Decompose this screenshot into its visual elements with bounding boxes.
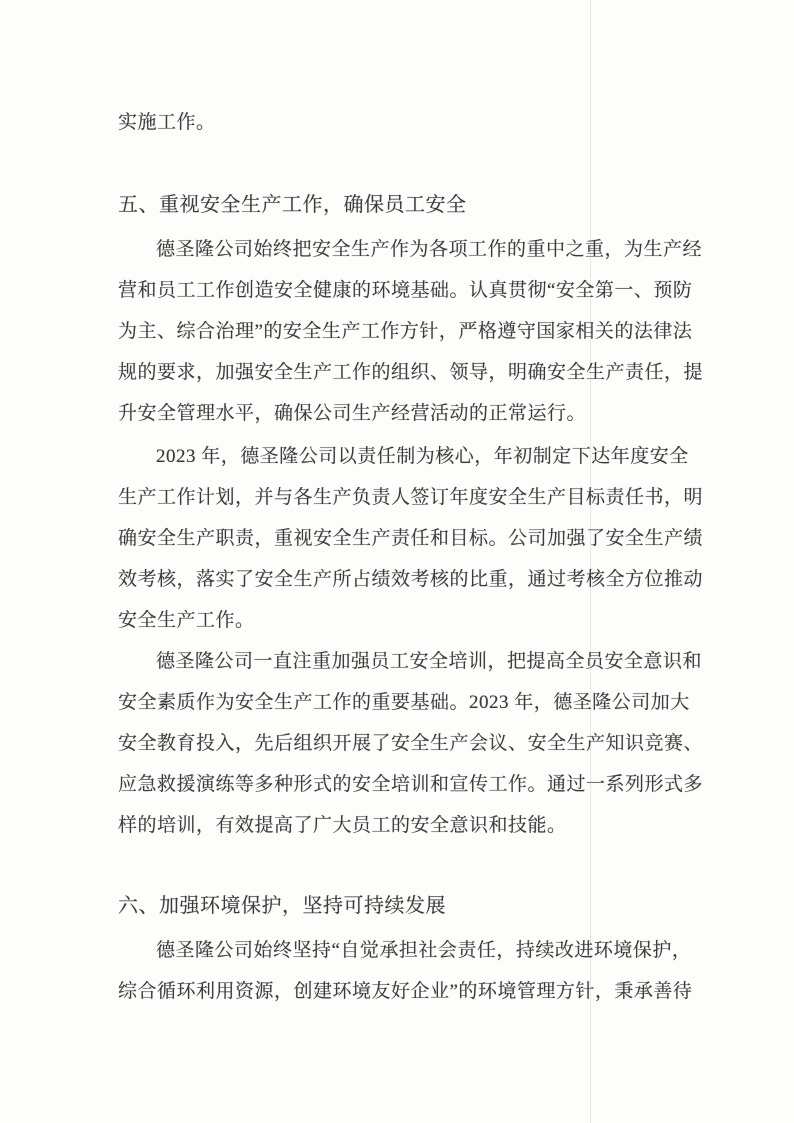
paragraph-line: 应急救援演练等多种形式的安全培训和宣传工作。通过一系列形式多 <box>118 774 704 795</box>
paragraph-line: 确安全生产职责，重视安全生产责任和目标。公司加强了安全生产绩 <box>118 528 704 549</box>
paragraph-line: 德圣隆公司始终把安全生产作为各项工作的重中之重，为生产经 <box>156 239 703 260</box>
paragraph-line: 德圣隆公司一直注重加强员工安全培训，把提高全员安全意识和 <box>156 651 703 672</box>
paragraph-line: 规的要求，加强安全生产工作的组织、领导，明确安全生产责任，提 <box>118 362 704 383</box>
section-heading-5 <box>118 185 678 226</box>
paragraph <box>118 436 704 641</box>
paragraph-line: 生产工作计划，并与各生产负责人签订年度安全生产目标责任书，明 <box>118 487 704 508</box>
paragraph-line: 实施工作。 <box>118 112 216 133</box>
paragraph-line: 样的培训，有效提高了广大员工的安全意识和技能。 <box>118 815 567 836</box>
paragraph-line: 综合循环利用资源，创建环境友好企业”的环境管理方针，秉承善待 <box>118 981 693 1002</box>
paragraph <box>118 930 693 1012</box>
section-heading-text: 五、重视安全生产工作，确保员工安全 <box>118 194 467 216</box>
section-heading-text: 六、加强环境保护，坚持可持续发展 <box>118 895 446 917</box>
paragraph-line: 效考核，落实了安全生产所占绩效考核的比重，通过考核全方位推动 <box>118 569 704 590</box>
paragraph-line: 安全教育投入，先后组织开展了安全生产会议、安全生产知识竞赛、 <box>118 733 704 754</box>
paragraph-line: 安全素质作为安全生产工作的重要基础。2023 年，德圣隆公司加大 <box>118 692 690 713</box>
paragraph-line: 营和员工工作创造安全健康的环境基础。认真贯彻“安全第一、预防 <box>118 280 693 301</box>
paragraph-line: 2023 年，德圣隆公司以责任制为核心，年初制定下达年度安全 <box>156 446 689 467</box>
paragraph-carryover <box>118 102 678 143</box>
paragraph-line: 安全生产工作。 <box>118 610 255 631</box>
paragraph-line: 德圣隆公司始终坚持“自觉承担社会责任，持续改进环境保护， <box>156 940 692 961</box>
section-heading-6 <box>118 886 678 927</box>
paragraph-line: 为主、综合治理”的安全生产工作方针，严格遵守国家相关的法律法 <box>118 321 693 342</box>
paragraph <box>118 641 704 846</box>
paragraph <box>118 229 704 434</box>
paragraph-line: 升安全管理水平，确保公司生产经营活动的正常运行。 <box>118 403 587 424</box>
